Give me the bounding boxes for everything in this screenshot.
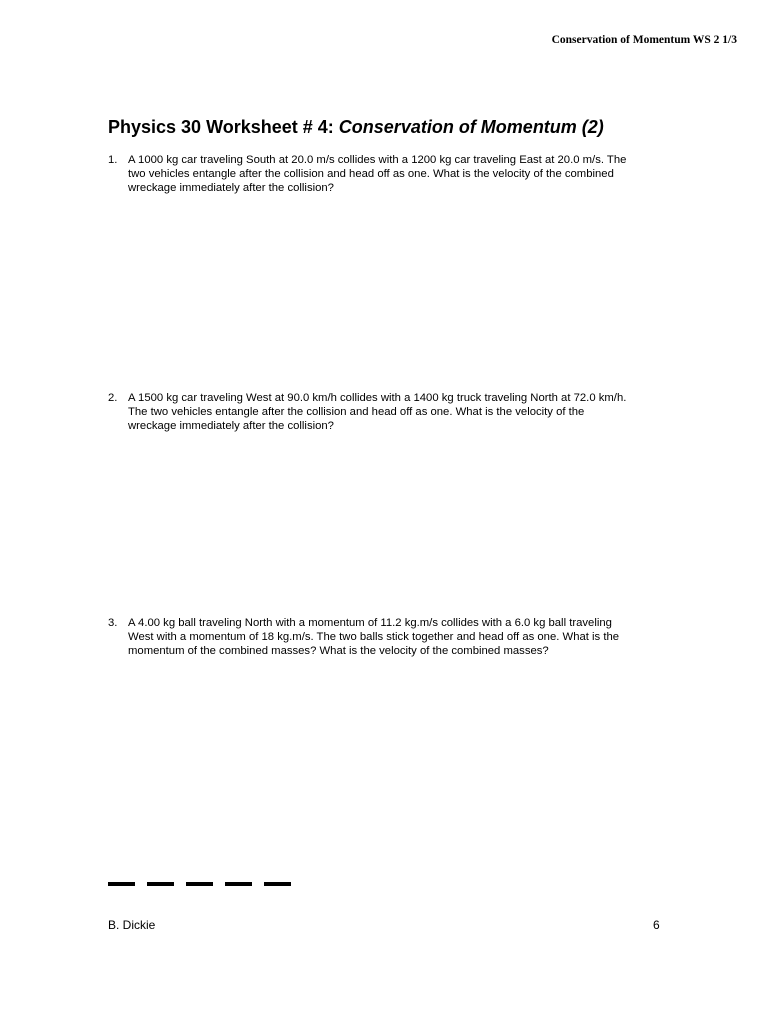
question-text <box>128 153 626 195</box>
question-number: 1. <box>108 154 118 166</box>
question-line: wreckage immediately after the collision? <box>128 420 334 432</box>
question-line: two vehicles entangle after the collision and head off as one. What is the velocity of the combined <box>128 168 614 180</box>
question-line: West with a momentum of 18 kg.m/s. The two balls stick together and head off as one. What is the <box>128 631 620 643</box>
title-prefix: Physics 30 Worksheet # 4: <box>108 117 339 137</box>
question-text <box>128 616 619 658</box>
question-line: A 1000 kg car traveling South at 20.0 m/s collides with a 1200 kg car traveling East at 20.0 m/s. The <box>128 154 627 166</box>
question-text <box>128 391 626 433</box>
question-line: A 1500 kg car traveling West at 90.0 km/h collides with a 1400 kg truck traveling North at 72.0 km/h. <box>128 392 627 404</box>
footer-author: B. Dickie <box>108 918 156 932</box>
title-emphasis: Conservation of Momentum (2) <box>338 117 604 137</box>
question-line: wreckage immediately after the collision? <box>128 182 334 194</box>
footer-dashed-rule <box>108 882 293 886</box>
page-title <box>108 117 604 138</box>
running-header: Conservation of Momentum WS 2 1/3 <box>551 34 737 46</box>
question-line: A 4.00 kg ball traveling North with a momentum of 11.2 kg.m/s collides with a 6.0 kg ball traveling <box>128 617 612 629</box>
question-line: The two vehicles entangle after the collision and head off as one. What is the velocity of the <box>128 406 585 418</box>
footer-page-number: 6 <box>653 918 660 932</box>
question-number: 3. <box>108 617 118 629</box>
question-line: momentum of the combined masses? What is the velocity of the combined masses? <box>128 645 549 657</box>
question-number: 2. <box>108 392 118 404</box>
